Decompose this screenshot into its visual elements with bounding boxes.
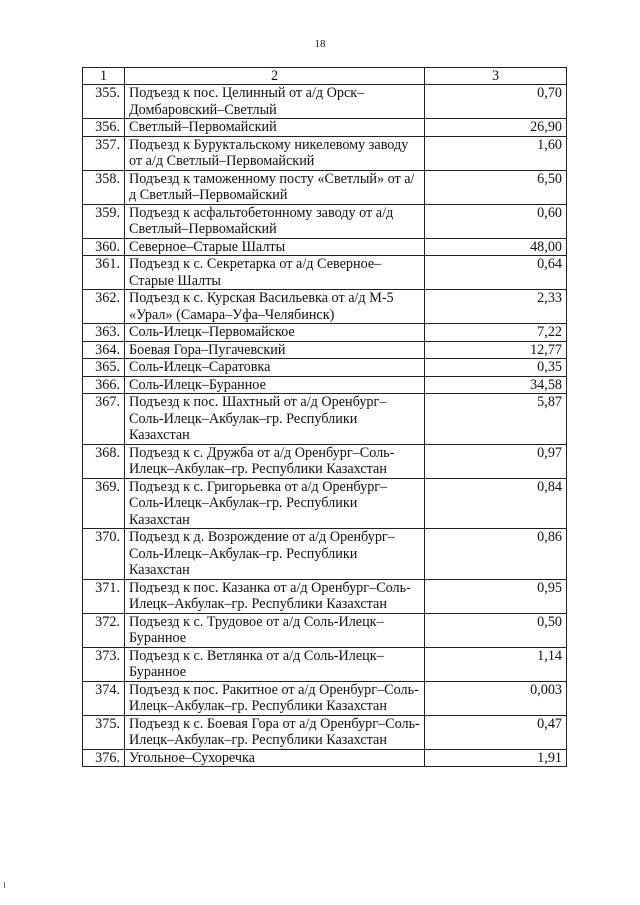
road-length: 0,50 [425,613,567,647]
road-length: 0,47 [425,715,567,749]
road-name: Подъезд к с. Григорьевка от а/д Оренбург–Соль-Илецк–Акбулак–гр. Республики Казахстан [125,478,425,529]
road-name: Подъезд к пос. Казанка от а/д Оренбург–Соль-Илецк–Акбулак–гр. Республики Казахстан [125,579,425,613]
road-length: 6,50 [425,170,567,204]
road-length: 2,33 [425,290,567,324]
road-name: Светлый–Первомайский [125,119,425,137]
road-name: Подъезд к с. Трудовое от а/д Соль-Илецк–Буранное [125,613,425,647]
road-length: 0,95 [425,579,567,613]
road-name: Подъезд к с. Курская Васильевка от а/д М-5 «Урал» (Самара–Уфа–Челябинск) [125,290,425,324]
road-length: 5,87 [425,394,567,445]
road-length: 1,91 [425,749,567,767]
scan-edge-mark [4,882,5,888]
table-row [83,359,567,377]
road-length: 7,22 [425,324,567,342]
row-number: 369. [83,478,125,529]
road-name: Подъезд к пос. Шахтный от а/д Оренбург–Соль-Илецк–Акбулак–гр. Республики Казахстан [125,394,425,445]
road-length: 0,64 [425,256,567,290]
row-number: 366. [83,376,125,394]
row-number: 370. [83,529,125,580]
column-header-name: 2 [125,68,425,85]
row-number: 372. [83,613,125,647]
row-number: 357. [83,136,125,170]
road-length: 0,003 [425,681,567,715]
table-row [83,290,567,324]
column-header-number: 1 [83,68,125,85]
table-row [83,715,567,749]
road-name: Подъезд к с. Ветлянка от а/д Соль-Илецк–Буранное [125,647,425,681]
table-row [83,136,567,170]
page-number: 18 [314,38,326,50]
row-number: 368. [83,444,125,478]
table-row [83,376,567,394]
road-length: 0,97 [425,444,567,478]
row-number: 360. [83,238,125,256]
table-row [83,749,567,767]
road-length: 34,58 [425,376,567,394]
road-name: Подъезд к асфальтобетонному заводу от а/д Светлый–Первомайский [125,204,425,238]
row-number: 358. [83,170,125,204]
row-number: 361. [83,256,125,290]
table-row [83,394,567,445]
roads-table [82,67,567,767]
road-name: Подъезд к с. Секретарка от а/д Северное–Старые Шалты [125,256,425,290]
table-row [83,341,567,359]
row-number: 364. [83,341,125,359]
road-name: Северное–Старые Шалты [125,238,425,256]
road-length: 0,84 [425,478,567,529]
road-name: Подъезд к с. Боевая Гора от а/д Оренбург–Соль-Илецк–Акбулак–гр. Республики Казахстан [125,715,425,749]
table-row [83,681,567,715]
road-length: 1,14 [425,647,567,681]
row-number: 374. [83,681,125,715]
row-number: 376. [83,749,125,767]
row-number: 367. [83,394,125,445]
road-name: Подъезд к с. Дружба от а/д Оренбург–Соль-Илецк–Акбулак–гр. Республики Казахстан [125,444,425,478]
road-length: 0,60 [425,204,567,238]
road-length: 1,60 [425,136,567,170]
road-name: Соль-Илецк–Буранное [125,376,425,394]
row-number: 373. [83,647,125,681]
row-number: 371. [83,579,125,613]
table-row [83,444,567,478]
table-row [83,119,567,137]
table-row [83,478,567,529]
road-name: Подъезд к таможенному посту «Светлый» от а/д Светлый–Первомайский [125,170,425,204]
road-name: Подъезд к пос. Целинный от а/д Орск–Домбаровский–Светлый [125,85,425,119]
column-header-length: 3 [425,68,567,85]
road-name: Подъезд к Буруктальскому никелевому заводу от а/д Светлый–Первомайский [125,136,425,170]
road-name: Угольное–Сухоречка [125,749,425,767]
row-number: 363. [83,324,125,342]
row-number: 359. [83,204,125,238]
road-name: Подъезд к пос. Ракитное от а/д Оренбург–Соль-Илецк–Акбулак–гр. Республики Казахстан [125,681,425,715]
row-number: 375. [83,715,125,749]
road-length: 48,00 [425,238,567,256]
table-row [83,613,567,647]
road-name: Подъезд к д. Возрождение от а/д Оренбург–Соль-Илецк–Акбулак–гр. Республики Казахстан [125,529,425,580]
table-row [83,256,567,290]
row-number: 355. [83,85,125,119]
table-row [83,324,567,342]
row-number: 362. [83,290,125,324]
road-name: Боевая Гора–Пугачевский [125,341,425,359]
table-row [83,579,567,613]
road-length: 12,77 [425,341,567,359]
road-length: 0,35 [425,359,567,377]
road-name: Соль-Илецк–Саратовка [125,359,425,377]
row-number: 365. [83,359,125,377]
table-row [83,529,567,580]
table-row [83,170,567,204]
road-length: 26,90 [425,119,567,137]
road-length: 0,70 [425,85,567,119]
table-row [83,204,567,238]
road-length: 0,86 [425,529,567,580]
road-name: Соль-Илецк–Первомайское [125,324,425,342]
table-row [83,238,567,256]
table-row [83,647,567,681]
row-number: 356. [83,119,125,137]
table-row [83,85,567,119]
header-row [83,68,567,85]
